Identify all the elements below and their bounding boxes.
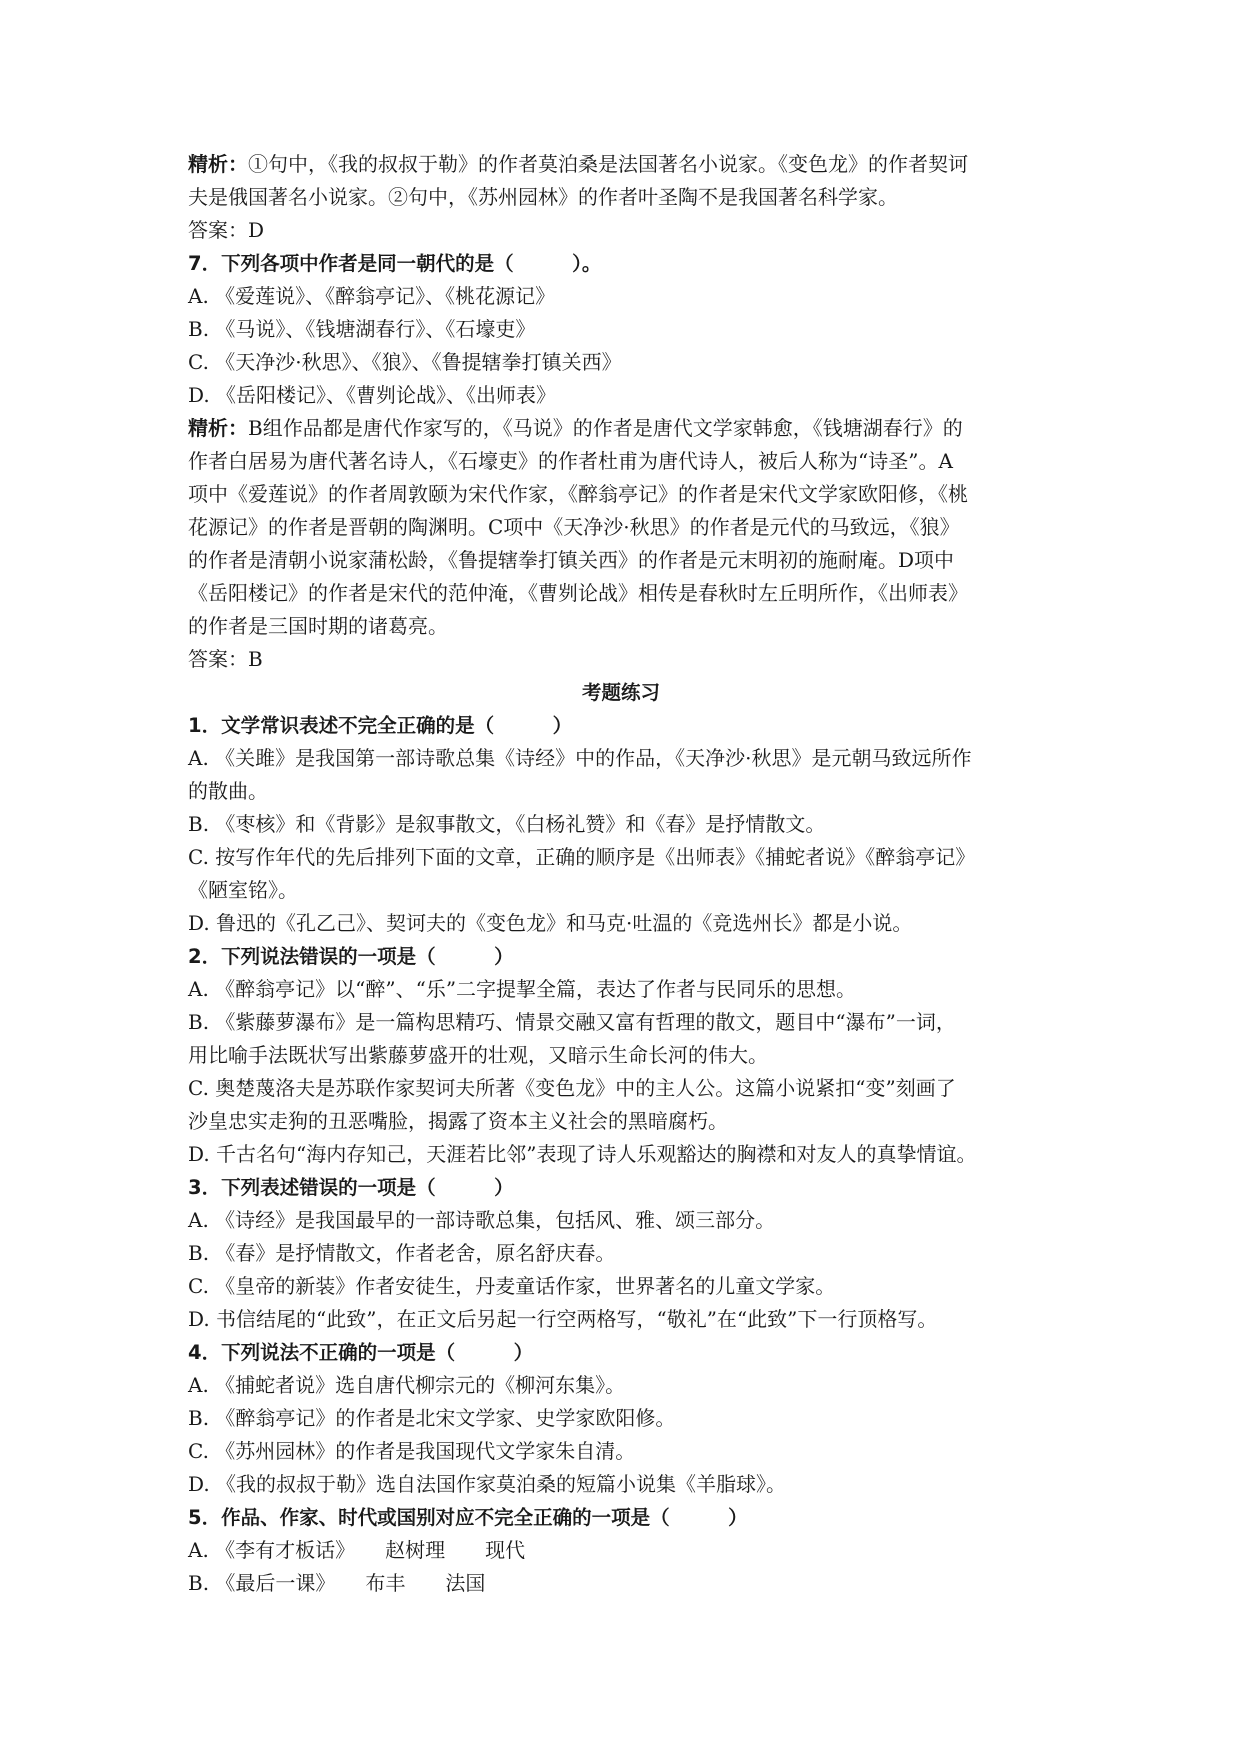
analysis-text: ①句中，《我的叔叔于勒》的作者莫泊桑是法国著名小说家。《变色龙》的作者契诃: [248, 152, 968, 176]
option-line: B. 《马说》、《钱塘湖春行》、《石壕吏》: [188, 317, 536, 341]
analysis-label: 精析：: [188, 416, 248, 440]
option-line: D. 书信结尾的“此致”，在正文后另起一行空两格写，“敬礼”在“此致”下一行顶格写。: [188, 1307, 938, 1331]
option-line: A. 《捕蛇者说》选自唐代柳宗元的《柳河东集》。: [188, 1373, 626, 1397]
section-title: 考题练习: [581, 681, 660, 704]
option-line: D. 《岳阳楼记》、《曹刿论战》、《出师表》: [188, 383, 557, 407]
option-line: C. 《天净沙·秋思》、《狼》、《鲁提辖拳打镇关西》: [188, 350, 622, 374]
option-line: D. 鲁迅的《孔乙己》、契诃夫的《变色龙》和马克·吐温的《竞选州长》都是小说。: [188, 911, 913, 935]
option-line: B. 《春》是抒情散文，作者老舍，原名舒庆春。: [188, 1241, 616, 1265]
analysis-line: 作者白居易为唐代著名诗人，《石壕吏》的作者杜甫为唐代诗人，被后人称为“诗圣”。A: [188, 449, 953, 473]
question-title: 5．作品、作家、时代或国别对应不完全正确的一项是（ ）: [188, 1506, 748, 1529]
question-title: 4．下列说法不正确的一项是（ ）: [188, 1341, 534, 1364]
option-line: B. 《最后一课》 布丰 法国: [188, 1571, 486, 1595]
analysis-label: 精析：: [188, 152, 248, 176]
question-title: 3．下列表述错误的一项是（ ）: [188, 1176, 514, 1199]
option-line: A. 《关雎》是我国第一部诗歌总集《诗经》中的作品，《天净沙·秋思》是元朝马致远所作: [188, 746, 972, 770]
option-line: C. 《苏州园林》的作者是我国现代文学家朱自清。: [188, 1439, 636, 1463]
analysis-line: [188, 148, 1054, 181]
option-line: 的散曲。: [188, 779, 268, 803]
option-line: A. 《李有才板话》 赵树理 现代: [188, 1538, 526, 1562]
option-line: B. 《醉翁亭记》的作者是北宋文学家、史学家欧阳修。: [188, 1406, 676, 1430]
option-line: B. 《紫藤萝瀑布》是一篇构思精巧、情景交融又富有哲理的散文，题目中“瀑布”一词，: [188, 1010, 956, 1034]
option-line: C. 《皇帝的新装》作者安徒生，丹麦童话作家，世界著名的儿童文学家。: [188, 1274, 836, 1298]
option-line: C. 奥楚蔑洛夫是苏联作家契诃夫所著《变色龙》中的主人公。这篇小说紧扣“变”刻画了: [188, 1076, 956, 1100]
analysis-line: 花源记》的作者是晋朝的陶渊明。C项中《天净沙·秋思》的作者是元代的马致远，《狼》: [188, 515, 960, 539]
analysis-line: 的作者是清朝小说家蒲松龄，《鲁提辖拳打镇关西》的作者是元末明初的施耐庵。D项中: [188, 548, 955, 572]
option-line: D. 千古名句“海内存知己，天涯若比邻”表现了诗人乐观豁达的胸襟和对友人的真挚情谊。: [188, 1142, 977, 1166]
analysis-line: 的作者是三国时期的诸葛亮。: [188, 614, 448, 638]
analysis-line: 夫是俄国著名小说家。②句中，《苏州园林》的作者叶圣陶不是我国著名科学家。: [188, 185, 898, 209]
option-line: C. 按写作年代的先后排列下面的文章，正确的顺序是《出师表》《捕蛇者说》《醉翁亭记》: [188, 845, 976, 869]
option-line: 《陋室铭》。: [188, 878, 298, 902]
option-line: A. 《爱莲说》、《醉翁亭记》、《桃花源记》: [188, 284, 556, 308]
question-title: 1．文学常识表述不完全正确的是（ ）: [188, 714, 573, 737]
option-line: A. 《诗经》是我国最早的一部诗歌总集，包括风、雅、颂三部分。: [188, 1208, 776, 1232]
option-line: 用比喻手法既状写出紫藤萝盛开的壮观，又暗示生命长河的伟大。: [188, 1043, 768, 1067]
option-line: A. 《醉翁亭记》以“醉”、“乐”二字提挈全篇，表达了作者与民同乐的思想。: [188, 977, 857, 1001]
document-page: [188, 148, 1054, 1600]
answer-line: 答案：B: [188, 647, 263, 671]
option-line: B. 《枣核》和《背影》是叙事散文，《白杨礼赞》和《春》是抒情散文。: [188, 812, 826, 836]
option-line: 沙皇忠实走狗的丑恶嘴脸，揭露了资本主义社会的黑暗腐朽。: [188, 1109, 728, 1133]
analysis-line: [188, 412, 1054, 445]
answer-line: 答案：D: [188, 218, 265, 242]
question-title: 7．下列各项中作者是同一朝代的是（ ）。: [188, 252, 602, 275]
analysis-text: B组作品都是唐代作家写的，《马说》的作者是唐代文学家韩愈，《钱塘湖春行》的: [248, 416, 963, 440]
analysis-line: 项中《爱莲说》的作者周敦颐为宋代作家，《醉翁亭记》的作者是宋代文学家欧阳修，《桃: [188, 482, 968, 506]
question-title: 2．下列说法错误的一项是（ ）: [188, 945, 514, 968]
option-line: D. 《我的叔叔于勒》选自法国作家莫泊桑的短篇小说集《羊脂球》。: [188, 1472, 787, 1496]
analysis-line: 《岳阳楼记》的作者是宋代的范仲淹，《曹刿论战》相传是春秋时左丘明所作，《出师表》: [188, 581, 968, 605]
